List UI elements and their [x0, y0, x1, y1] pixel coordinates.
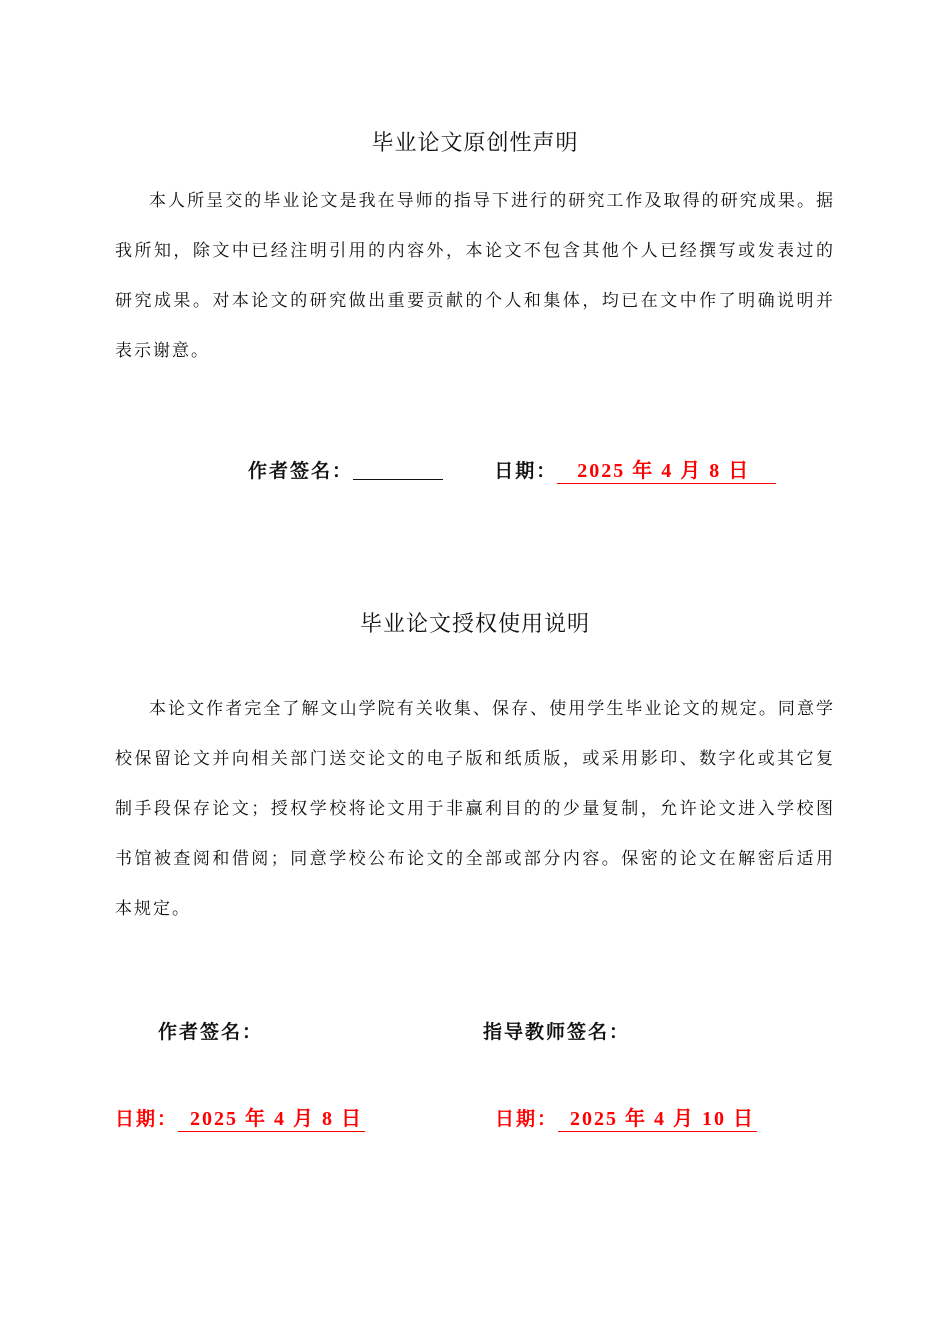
declaration-title: 毕业论文原创性声明: [371, 131, 579, 156]
declaration-signature-row: [248, 456, 776, 484]
date-label: 日期：: [494, 460, 558, 482]
authorization-title: 毕业论文授权使用说明: [359, 612, 590, 637]
authorization-advisor-sign-label: 指导教师签名：: [483, 1021, 631, 1043]
advisor-date-label: 日期：: [495, 1108, 559, 1130]
author-date-value[interactable]: 2025 年 4 月 8 日: [178, 1107, 365, 1132]
declaration-date-value[interactable]: 2025 年 4 月 8 日: [557, 459, 776, 484]
authorization-author-date-row: [115, 1104, 365, 1132]
authorization-body: 本论文作者完全了解文山学院有关收集、保存、使用学生毕业论文的规定。同意学校保留论文并向相关部门送交论文的电子版和纸质版，或采用影印、数字化或其它复制手段保存论文；授权学校将论文用于非赢利目的的少量复制，允许论文进入学校图书馆被查阅和借阅；同意学校公布论文的全部或部分内容。保密的论文在解密后适用本规定。: [115, 699, 835, 919]
authorization-advisor-date-row: [495, 1104, 757, 1132]
declaration-body: 本人所呈交的毕业论文是我在导师的指导下进行的研究工作及取得的研究成果。据我所知，除文中已经注明引用的内容外，本论文不包含其他个人已经撰写或发表过的研究成果。对本论文的研究做出重要贡献的个人和集体，均已在文中作了明确说明并表示谢意。: [115, 191, 835, 361]
author-sign-label: 作者签名：: [248, 460, 354, 482]
author-sign-blank[interactable]: [353, 459, 443, 480]
advisor-date-value[interactable]: 2025 年 4 月 10 日: [558, 1107, 757, 1132]
author-date-label: 日期：: [115, 1108, 179, 1130]
authorization-author-sign-label: 作者签名：: [158, 1021, 264, 1043]
